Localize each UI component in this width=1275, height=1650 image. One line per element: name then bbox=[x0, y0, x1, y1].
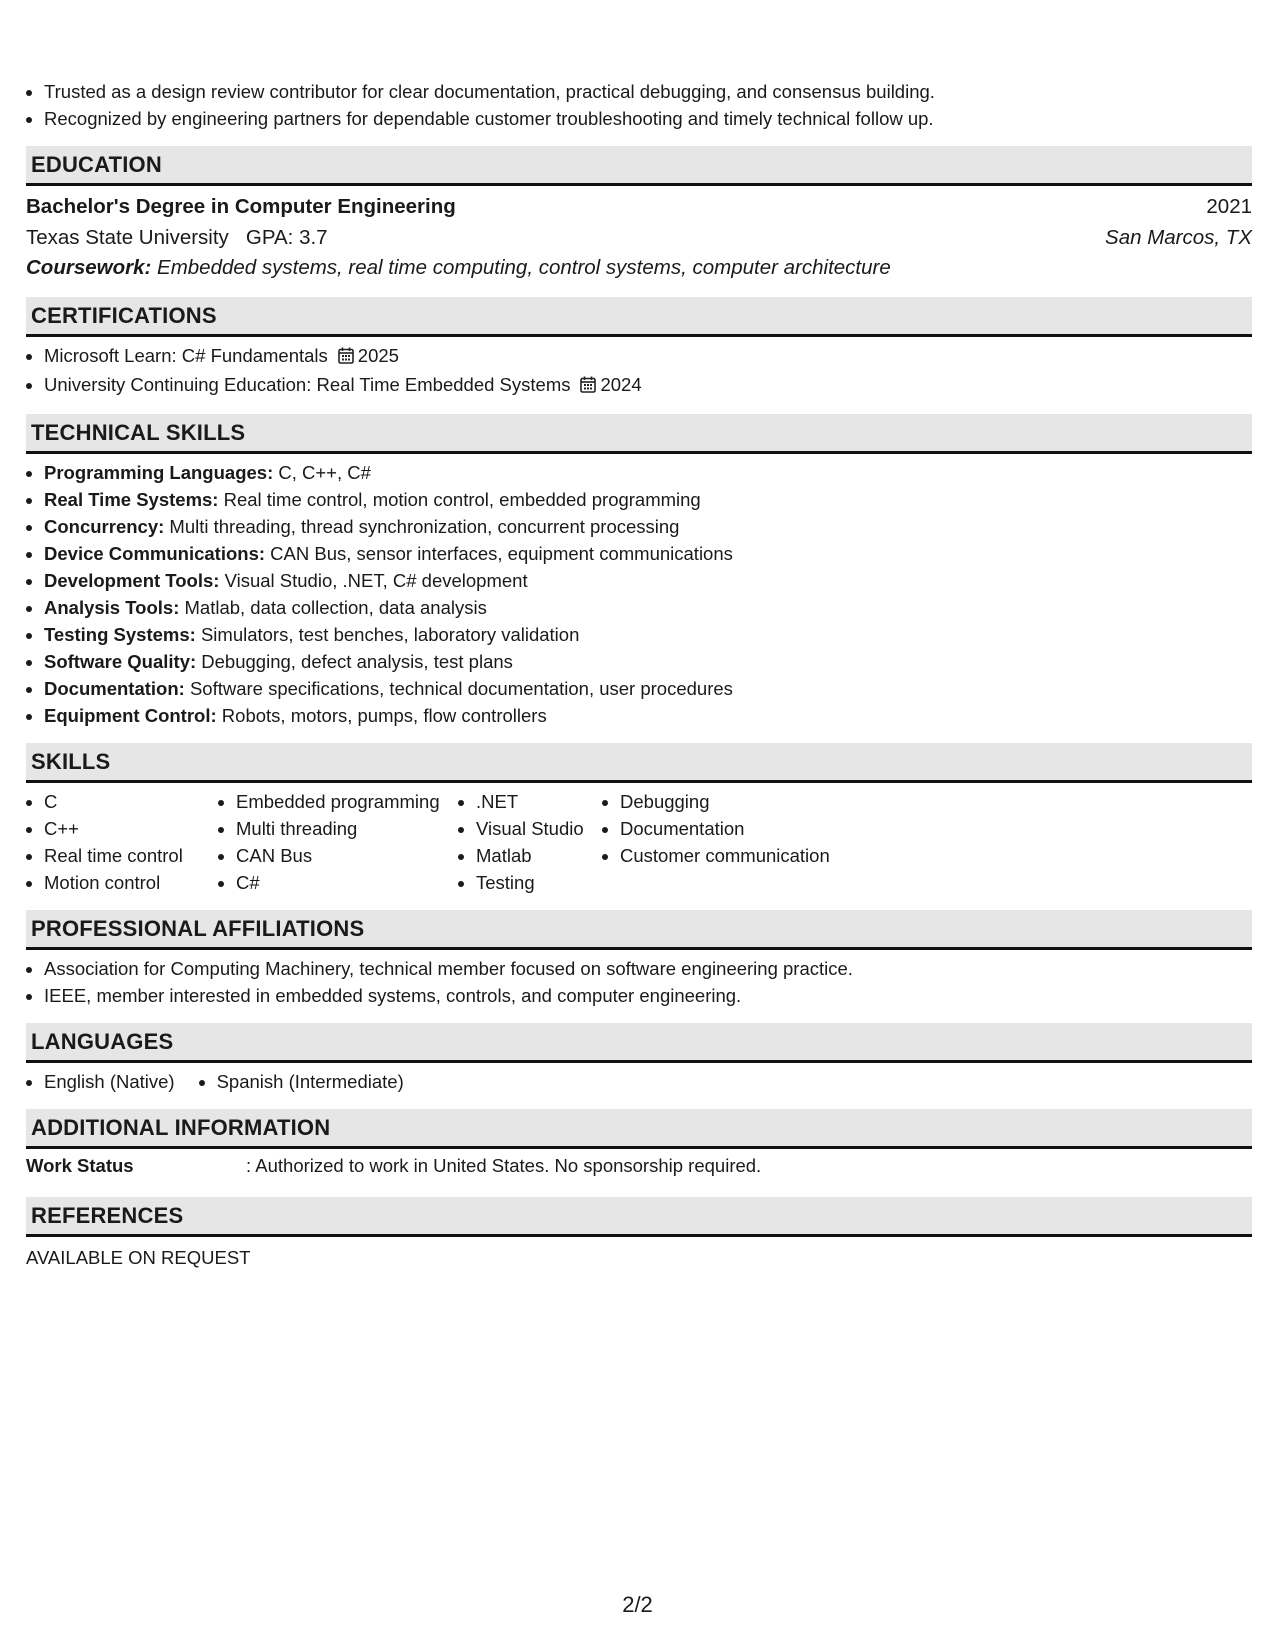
references-text: AVAILABLE ON REQUEST bbox=[26, 1247, 251, 1268]
certification-name: Microsoft Learn: C# Fundamentals bbox=[44, 345, 328, 366]
certifications-heading: CERTIFICATIONS bbox=[26, 297, 1252, 337]
technical-skills-list bbox=[26, 459, 1252, 729]
certification-year: 2024 bbox=[600, 374, 642, 395]
technical-skill-item bbox=[44, 594, 1252, 621]
skills-heading: SKILLS bbox=[26, 743, 1252, 783]
skill-item: • C++ bbox=[44, 815, 202, 842]
skill-category: Analysis Tools: bbox=[44, 597, 180, 618]
skill-category: Testing Systems: bbox=[44, 624, 196, 645]
skill-value: Visual Studio, .NET, C# development bbox=[224, 570, 528, 591]
languages-list bbox=[26, 1068, 1252, 1095]
graduation-year: 2021 bbox=[1206, 195, 1252, 218]
certifications-list bbox=[26, 342, 1252, 400]
skills-column-3 bbox=[458, 788, 596, 896]
resume-page bbox=[26, 78, 1252, 1273]
skills-column-4 bbox=[596, 788, 880, 896]
skill-item: • Multi threading bbox=[236, 815, 458, 842]
page-number: 2/2 bbox=[622, 1592, 653, 1617]
affiliation-item: • IEEE, member interested in embedded systems, controls, and computer engineering. bbox=[44, 982, 1252, 1009]
school-name: Texas State University bbox=[26, 226, 229, 249]
skill-item: • Debugging bbox=[620, 788, 880, 815]
skill-item: • Matlab bbox=[476, 842, 596, 869]
references-heading: REFERENCES bbox=[26, 1197, 1252, 1237]
technical-skill-item bbox=[44, 675, 1252, 702]
certification-name: University Continuing Education: Real Time Embedded Systems bbox=[44, 374, 571, 395]
gpa: GPA: 3.7 bbox=[245, 226, 328, 249]
certification-item bbox=[44, 342, 1252, 371]
affiliations-list bbox=[26, 955, 1252, 1009]
education-entry bbox=[26, 191, 1252, 283]
intro-bullet-2: • Recognized by engineering partners for dependable customer troubleshooting and timely technical follow up. bbox=[44, 105, 1252, 132]
school-location: San Marcos, TX bbox=[1105, 226, 1252, 249]
skill-item: • Testing bbox=[476, 869, 596, 896]
technical-skill-item bbox=[44, 567, 1252, 594]
additional-info-heading: ADDITIONAL INFORMATION bbox=[26, 1109, 1252, 1149]
education-heading: EDUCATION bbox=[26, 146, 1252, 186]
technical-skill-item bbox=[44, 648, 1252, 675]
skill-value: Robots, motors, pumps, flow controllers bbox=[221, 705, 547, 726]
skill-value: CAN Bus, sensor interfaces, equipment communications bbox=[270, 543, 733, 564]
skill-category: Real Time Systems: bbox=[44, 489, 219, 510]
skill-item: • CAN Bus bbox=[236, 842, 458, 869]
skill-item: • .NET bbox=[476, 788, 596, 815]
skill-category: Device Communications: bbox=[44, 543, 266, 564]
skill-category: Development Tools: bbox=[44, 570, 220, 591]
coursework-label: Coursework: bbox=[26, 256, 152, 279]
skill-category: Programming Languages: bbox=[44, 462, 274, 483]
skill-category: Equipment Control: bbox=[44, 705, 217, 726]
skill-item: • Motion control bbox=[44, 869, 202, 896]
language-item: • English (Native) bbox=[44, 1068, 175, 1095]
skill-value: Real time control, motion control, embedded programming bbox=[223, 489, 701, 510]
skill-value: Matlab, data collection, data analysis bbox=[184, 597, 487, 618]
skill-item: • Real time control bbox=[44, 842, 202, 869]
skill-item: • Visual Studio bbox=[476, 815, 596, 842]
certification-year: 2025 bbox=[357, 345, 399, 366]
skill-item: • Embedded programming bbox=[236, 788, 458, 815]
skill-value: Multi threading, thread synchronization, concurrent processing bbox=[169, 516, 680, 537]
technical-skill-item bbox=[44, 486, 1252, 513]
affiliation-item: • Association for Computing Machinery, technical member focused on software engineering practice. bbox=[44, 955, 1252, 982]
skills-column-1 bbox=[26, 788, 202, 896]
coursework bbox=[26, 253, 1252, 283]
skill-value: Software specifications, technical documentation, user procedures bbox=[189, 678, 733, 699]
affiliations-heading: PROFESSIONAL AFFILIATIONS bbox=[26, 910, 1252, 950]
skills-grid bbox=[26, 788, 1252, 896]
intro-bullet-1: • Trusted as a design review contributor for clear documentation, practical debugging, and consensus building. bbox=[44, 78, 1252, 105]
technical-skills-heading: TECHNICAL SKILLS bbox=[26, 414, 1252, 454]
language-item: • Spanish (Intermediate) bbox=[217, 1068, 404, 1095]
work-status-row bbox=[26, 1149, 1252, 1183]
certification-item bbox=[44, 371, 1252, 400]
technical-skill-item bbox=[44, 540, 1252, 567]
technical-skill-item bbox=[44, 702, 1252, 729]
calendar-icon bbox=[580, 373, 596, 400]
skill-item: • C# bbox=[236, 869, 458, 896]
skill-value: C, C++, C# bbox=[278, 462, 371, 483]
skills-column-2 bbox=[202, 788, 458, 896]
technical-skill-item bbox=[44, 459, 1252, 486]
skill-value: Debugging, defect analysis, test plans bbox=[201, 651, 513, 672]
technical-skill-item bbox=[44, 621, 1252, 648]
degree-title: Bachelor's Degree in Computer Engineering bbox=[26, 195, 456, 218]
work-status-value: : Authorized to work in United States. No sponsorship required. bbox=[246, 1155, 762, 1176]
calendar-icon bbox=[338, 344, 354, 371]
intro-bullet-list bbox=[26, 78, 1252, 132]
skill-item: • Documentation bbox=[620, 815, 880, 842]
skill-category: Documentation: bbox=[44, 678, 185, 699]
work-status-label: Work Status bbox=[26, 1155, 134, 1176]
skill-value: Simulators, test benches, laboratory validation bbox=[200, 624, 580, 645]
skill-category: Software Quality: bbox=[44, 651, 197, 672]
skill-item: • Customer communication bbox=[620, 842, 880, 869]
skill-item: • C bbox=[44, 788, 202, 815]
technical-skill-item bbox=[44, 513, 1252, 540]
coursework-text: Embedded systems, real time computing, control systems, computer architecture bbox=[157, 256, 891, 279]
languages-heading: LANGUAGES bbox=[26, 1023, 1252, 1063]
skill-category: Concurrency: bbox=[44, 516, 165, 537]
